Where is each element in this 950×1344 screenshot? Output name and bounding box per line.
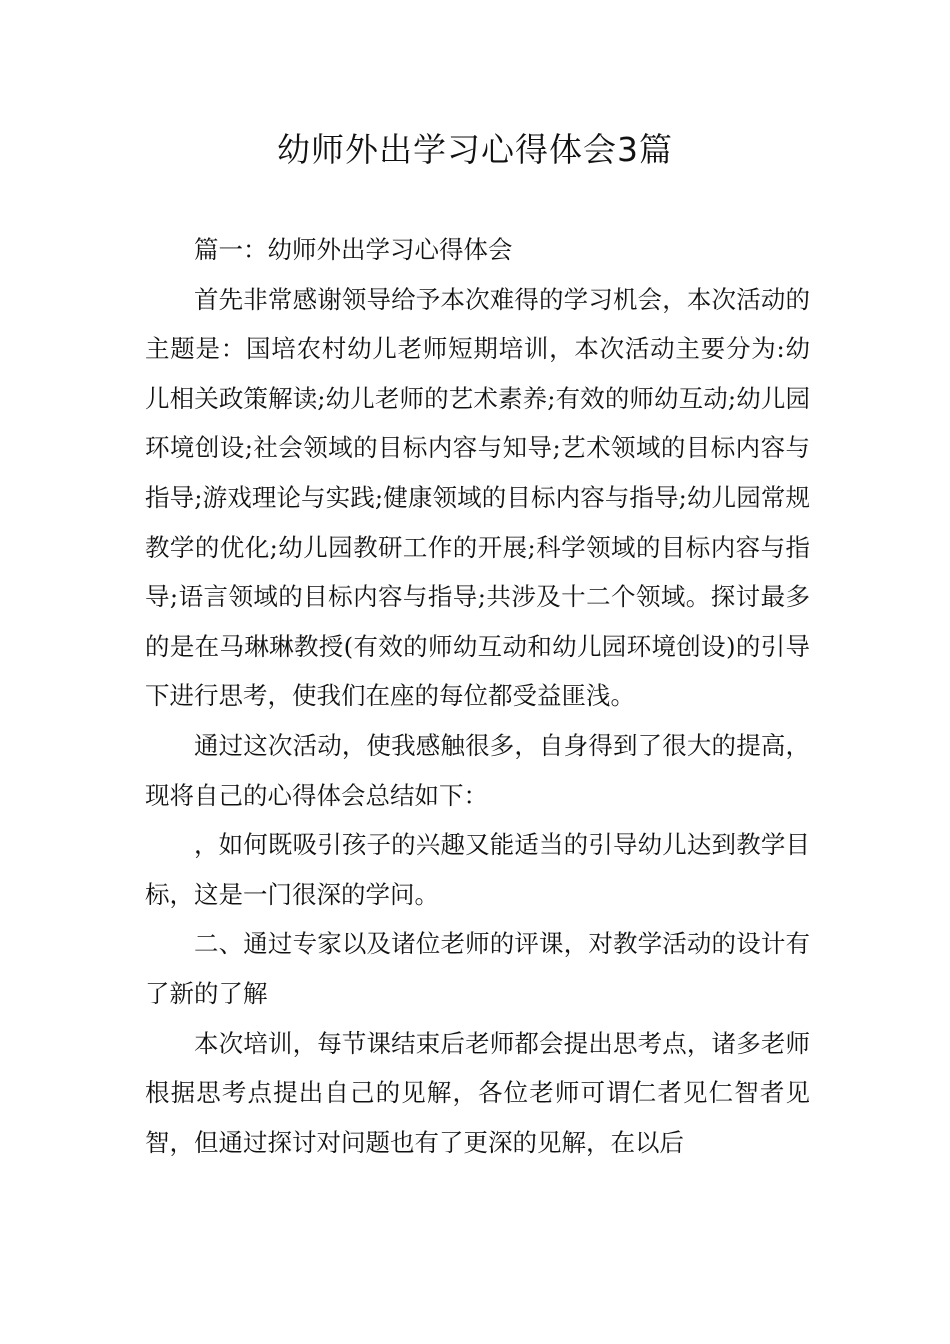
paragraph: 通过这次活动，使我感触很多，自身得到了很大的提高，现将自己的心得体会总结如下： [145, 730, 810, 810]
section-heading: 篇一：幼师外出学习心得体会 [194, 235, 513, 264]
paragraph: 首先非常感谢领导给予本次难得的学习机会，本次活动的主题是：国培农村幼儿老师短期培训，本次活动主要分为:幼儿相关政策解读;幼儿老师的艺术素养;有效的师幼互动;幼儿园环境创设;社会领域的目标内容与知导;艺术领域的目标内容与指导;游戏理论与实践;健康领域的目标内容与指导;幼儿园常规教学的优化;幼儿园教研工作的开展;科学领域的目标内容与指导;语言领域的目标内容与指导;共涉及十二个领域。探讨最多的是在马琳琳教授(有效的师幼互动和幼儿园环境创设)的引导下进行思考，使我们在座的每位都受益匪浅。 [145, 284, 810, 711]
document-body [145, 225, 810, 1167]
paragraph: 二、通过专家以及诸位老师的评课，对教学活动的设计有了新的了解 [145, 929, 810, 1008]
paragraph: 本次培训，每节课结束后老师都会提出思考点，诸多老师根据思考点提出自己的见解，各位老师可谓仁者见仁智者见智，但通过探讨对问题也有了更深的见解，在以后 [145, 1028, 810, 1157]
document-title: 幼师外出学习心得体会3篇 [277, 130, 673, 169]
paragraph: ，如何既吸引孩子的兴趣又能适当的引导幼儿达到教学目标，这是一门很深的学问。 [145, 830, 810, 909]
